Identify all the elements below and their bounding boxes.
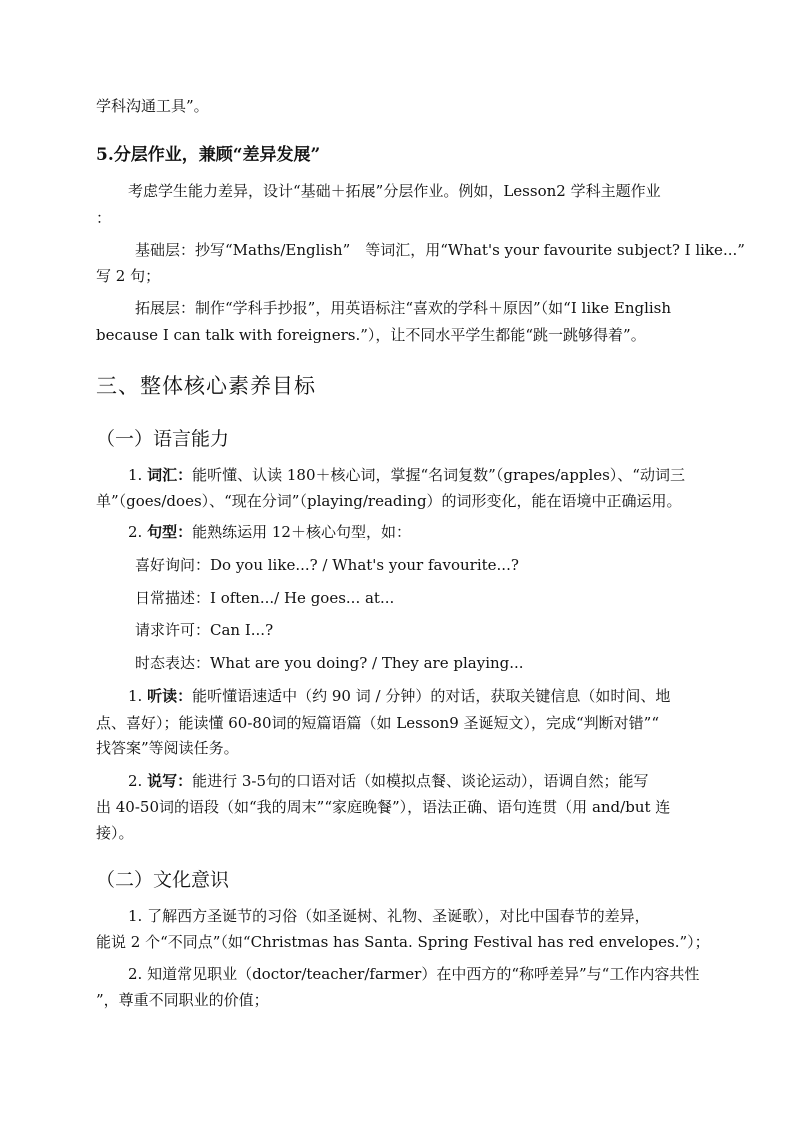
paragraph-line: ： bbox=[96, 209, 112, 227]
item-number: 2. bbox=[128, 772, 143, 790]
paragraph-line: 基础层：抄写“Maths/English” 等词汇，用“What's your favourite subject? I like...” bbox=[135, 241, 745, 259]
paragraph-line: 拓展层：制作“学科手抄报”，用英语标注“喜欢的学科＋原因”（如“I like English bbox=[135, 299, 672, 317]
item-label: 听读： bbox=[147, 687, 193, 705]
item-text: 能听懂、认读 180＋核心词，掌握“名词复数”（grapes/apples）、“动词三 bbox=[192, 466, 685, 484]
item-text: 能熟练运用 12＋核心句型，如： bbox=[192, 523, 411, 541]
sentence-pattern: 时态表达：What are you doing? / They are playing... bbox=[135, 654, 524, 672]
paragraph-line: 写 2 句； bbox=[96, 267, 161, 285]
subsection-heading: （一）语言能力 bbox=[96, 428, 230, 450]
paragraph-line: 出 40-50词的语段（如“我的周末”“家庭晚餐”），语法正确、语句连贯（用 and/but 连 bbox=[96, 798, 671, 816]
item-label: 说写： bbox=[147, 772, 193, 790]
paragraph-line bbox=[128, 686, 698, 706]
paragraph-line: 点、喜好）；能读懂 60-80词的短篇语篇（如 Lesson9 圣诞短文），完成“判断对错”“ bbox=[96, 714, 660, 732]
item-number: 1. bbox=[128, 687, 143, 705]
paragraph-line bbox=[128, 465, 698, 485]
sentence-pattern: 日常描述：I often.../ He goes... at... bbox=[135, 589, 395, 607]
item-text: 能听懂语速适中（约 90 词 / 分钟）的对话，获取关键信息（如时间、地 bbox=[192, 687, 671, 705]
paragraph-line bbox=[128, 771, 698, 791]
item-text: 能进行 3-5句的口语对话（如模拟点餐、谈论运动），语调自然；能写 bbox=[192, 772, 649, 790]
paragraph-line: 接）。 bbox=[96, 824, 134, 842]
paragraph-line bbox=[128, 522, 698, 542]
paragraph-line: 能说 2 个“不同点”（如“Christmas has Santa. Spring Festival has red envelopes.”）； bbox=[96, 933, 710, 951]
section-heading: 5.分层作业，兼顾“差异发展” bbox=[96, 145, 321, 165]
item-label: 句型： bbox=[147, 523, 193, 541]
paragraph-line: 单”（goes/does）、“现在分词”（playing/reading）的词形变化，能在语境中正确运用。 bbox=[96, 492, 682, 510]
item-number: 1. bbox=[128, 466, 143, 484]
subsection-heading: （二）文化意识 bbox=[96, 869, 230, 891]
item-label: 词汇： bbox=[147, 466, 193, 484]
paragraph-line: ”，尊重不同职业的价值； bbox=[96, 991, 269, 1009]
paragraph-line: because I can talk with foreigners.”），让不同水平学生都能“跳一跳够得着”。 bbox=[96, 326, 646, 344]
paragraph-line: 找答案”等阅读任务。 bbox=[96, 739, 239, 757]
item-number: 2. bbox=[128, 523, 143, 541]
paragraph-line: 2. 知道常见职业（doctor/teacher/farmer）在中西方的“称呼差异”与“工作内容共性 bbox=[128, 965, 700, 983]
paragraph-line: 考虑学生能力差异，设计“基础＋拓展”分层作业。例如，Lesson2 学科主题作业 bbox=[128, 182, 661, 200]
sentence-pattern: 喜好询问：Do you like...? / What's your favourite...? bbox=[135, 556, 519, 574]
paragraph-line: 1. 了解西方圣诞节的习俗（如圣诞树、礼物、圣诞歌），对比中国春节的差异， bbox=[128, 907, 650, 925]
paragraph-line: 学科沟通工具”。 bbox=[96, 97, 209, 115]
chapter-heading: 三、整体核心素养目标 bbox=[96, 374, 316, 398]
sentence-pattern: 请求许可：Can I...? bbox=[135, 621, 274, 639]
